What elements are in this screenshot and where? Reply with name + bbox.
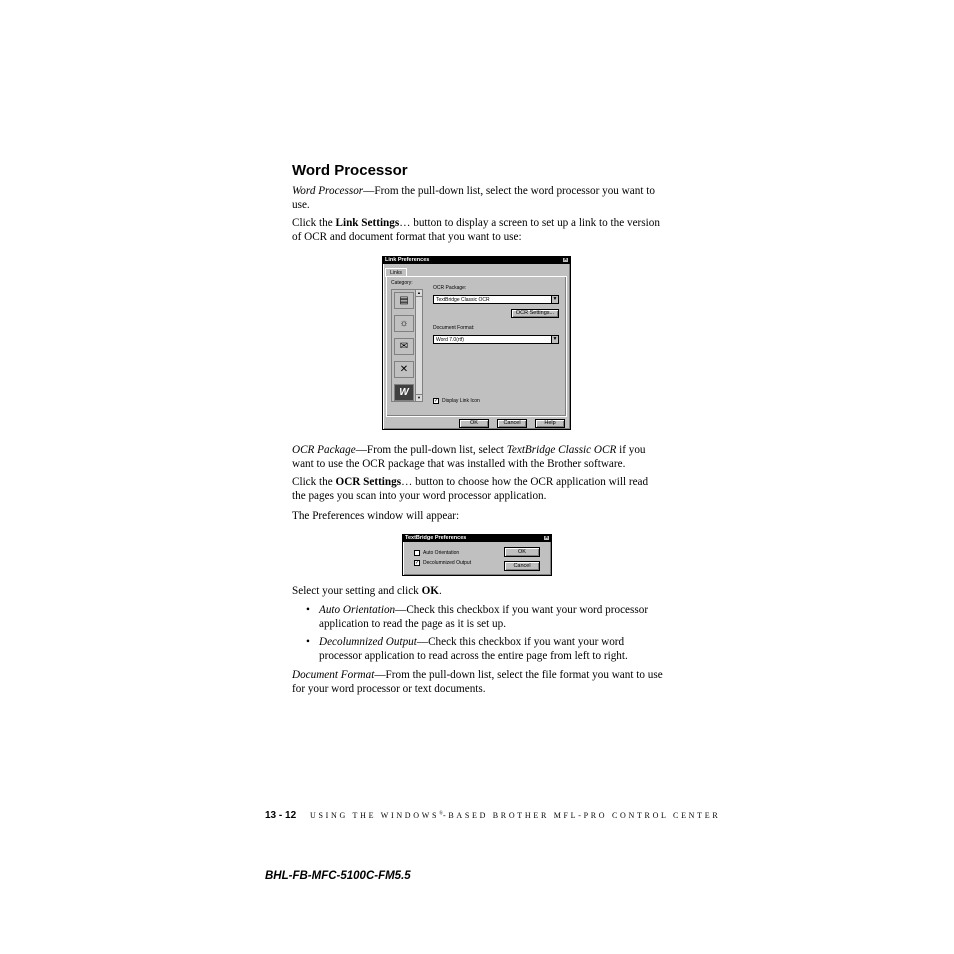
text: Click the [292, 217, 336, 229]
paragraph-word-processor [292, 185, 664, 212]
running-footer [310, 811, 720, 820]
display-link-icon-label: Display Link Icon [442, 398, 480, 404]
category-list[interactable] [391, 289, 423, 402]
bullet-icon: • [306, 604, 310, 616]
ocr-package-select[interactable] [433, 295, 559, 304]
link-preferences-dialog [382, 256, 571, 430]
document-id: BHL-FB-MFC-5100C-FM5.5 [265, 870, 411, 882]
tab-panel [386, 276, 567, 417]
tab-links[interactable]: Links [385, 268, 407, 277]
document-format-label: Document Format: [433, 325, 475, 331]
section-heading: Word Processor [292, 162, 408, 179]
dialog-title: Link Preferences [385, 257, 430, 263]
text: —From the pull-down list, select the word processor you want to use. [292, 185, 655, 211]
chevron-down-icon[interactable]: ▼ [552, 336, 558, 342]
ocr-package-value: TextBridge Classic OCR [436, 297, 490, 303]
term-ocr-package: OCR Package [292, 444, 356, 456]
term-decolumnized-output: Decolumnized Output [319, 636, 417, 648]
category-scrollbar[interactable] [415, 290, 422, 401]
chevron-down-icon[interactable]: ▼ [552, 296, 558, 302]
paragraph-ocr-package [292, 444, 664, 471]
dialog-titlebar [383, 257, 570, 264]
ok-button[interactable]: OK [504, 547, 540, 557]
text: Select your setting and click [292, 585, 422, 597]
paragraph-link-settings [292, 217, 664, 244]
text: … button to choose how the OCR application will read the pages you scan into your word processor application. [292, 476, 649, 502]
paragraph-ocr-settings [292, 476, 664, 503]
paragraph-document-format [292, 669, 664, 696]
ok-button[interactable]: OK [459, 419, 489, 428]
ocr-settings-button[interactable]: OCR Settings... [511, 309, 559, 318]
dialog-titlebar [403, 535, 551, 542]
page-number: 13 - 12 [265, 810, 297, 821]
word-processor-category-icon[interactable]: W [394, 384, 414, 401]
term-textbridge: TextBridge Classic OCR [506, 444, 617, 456]
decolumnized-output-label: Decolumnized Output [423, 560, 472, 566]
term-word-processor: Word Processor [292, 185, 364, 197]
registered-mark: ® [439, 811, 443, 817]
term-ok: OK [421, 585, 439, 597]
text: —From the pull-down list, select [355, 444, 507, 456]
list-item [306, 604, 666, 631]
cancel-button[interactable]: Cancel [497, 419, 527, 428]
text: Click the [292, 476, 336, 488]
text: if you want to use the OCR package that was installed with the Brother software. [292, 444, 646, 470]
dialog-title: TextBridge Preferences [405, 535, 467, 541]
scroll-down-icon[interactable]: ▼ [417, 395, 421, 400]
bullet-icon: • [306, 636, 310, 648]
textbridge-preferences-dialog [402, 534, 552, 576]
term-link-settings: Link Settings [335, 217, 400, 229]
help-button[interactable]: Help [535, 419, 565, 428]
scroll-up-icon[interactable]: ▲ [417, 290, 421, 295]
document-format-select[interactable] [433, 335, 559, 344]
term-ocr-settings: OCR Settings [335, 476, 402, 488]
fax-category-icon[interactable]: ✉ [394, 338, 414, 355]
term-document-format: Document Format [292, 669, 375, 681]
category-label: Category: [391, 280, 413, 286]
text: -BASED BROTHER MFL-PRO CONTROL CENTER [442, 811, 721, 820]
paragraph-preferences-window: The Preferences window will appear: [292, 510, 460, 522]
paragraph-select-setting [292, 585, 664, 599]
close-icon[interactable]: × [563, 257, 568, 263]
ocr-package-label: OCR Package: [433, 285, 467, 291]
photo-category-icon[interactable]: ☼ [394, 315, 414, 332]
cancel-button[interactable]: Cancel [504, 561, 540, 571]
auto-orientation-checkbox[interactable] [414, 550, 420, 556]
document-format-value: Word 7.0(rtf) [436, 337, 464, 343]
list-item [306, 636, 666, 663]
display-link-icon-checkbox[interactable]: ✓ [434, 398, 439, 404]
text: . [438, 585, 442, 597]
decolumnized-output-checkbox[interactable]: ✓ [415, 560, 420, 566]
text: —Check this checkbox if you want your word processor application to read the page as it is set up. [319, 604, 649, 630]
auto-orientation-label: Auto Orientation [423, 550, 460, 556]
close-icon[interactable]: × [544, 535, 549, 541]
scanner-category-icon[interactable]: ▤ [394, 292, 414, 309]
text: USING THE WINDOWS [310, 811, 440, 820]
text: … button to display a screen to set up a link to the version of OCR and document format that you want to use: [292, 217, 660, 243]
text: —Check this checkbox if you want your word processor application to read across the entire page from left to right. [319, 636, 628, 662]
term-auto-orientation: Auto Orientation [319, 604, 396, 616]
email-category-icon[interactable]: ✕ [394, 361, 414, 378]
text: —From the pull-down list, select the file format you want to use for your word processor or text documents. [292, 669, 663, 695]
